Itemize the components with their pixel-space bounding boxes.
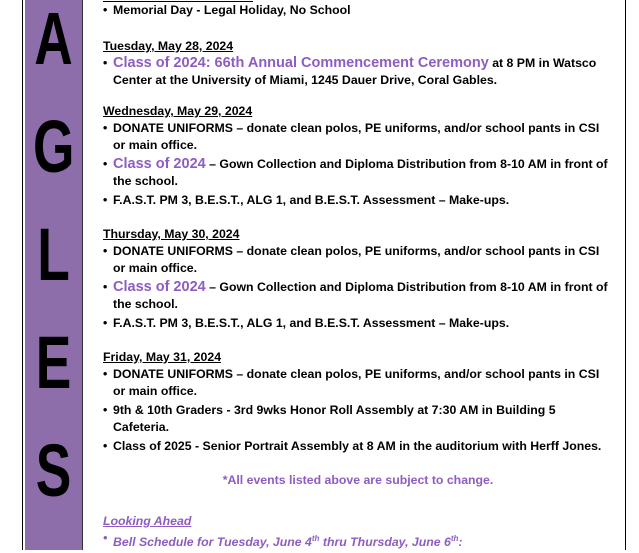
banner-letter-s: S [35,429,72,512]
bell-schedule-item: • Bell Schedule for Tuesday, June 4th thru Thursday, June 6th: [103,530,613,551]
day-heading: Wednesday, May 29, 2024 [103,104,253,118]
banner-letter-g: G [32,105,75,188]
list-item: • Class of 2025 - Senior Portrait Assembly at 8 AM in the auditorium with Herff Jones. [103,438,613,455]
day-items [103,366,613,455]
looking-ahead-list [103,530,613,551]
day-items [103,120,613,209]
list-item: • DONATE UNIFORMS – donate clean polos, PE uniforms, and/or school pants in CSI or main office. [103,366,613,400]
day-heading: Tuesday, May 28, 2024 [103,39,234,53]
banner-letter-a: A [34,0,73,80]
frame-right-border [625,0,626,550]
frame-left-border [22,0,23,550]
memorial-day-item: • Memorial Day - Legal Holiday, No School [103,2,613,19]
disclaimer-note: *All events listed above are subject to change. [222,473,494,487]
list-item: • F.A.S.T. PM 3, B.E.S.T., ALG 1, and B.E.S.T. Assessment – Make-ups. [103,192,613,209]
day-items [103,243,613,332]
day-section [103,103,613,209]
list-item: • DONATE UNIFORMS – donate clean polos, PE uniforms, and/or school pants in CSI or main office. [103,120,613,154]
eagles-side-banner [25,0,83,550]
day-heading: Friday, May 31, 2024 [103,350,222,364]
memorial-list [103,2,613,19]
looking-ahead-heading: Looking Ahead [103,514,192,528]
list-item: • Class of 2024: 66th Annual Commencement Ceremony at 8 PM in Watsco Center at the University of Miami, 1245 Dauer Drive, Coral Gables. [103,55,613,89]
day-section [103,226,613,332]
highlight-text: Class of 2024: 66th Annual Commencement Ceremony [113,55,489,71]
list-item: • 9th & 10th Graders - 3rd 9wks Honor Roll Assembly at 7:30 AM in Building 5 Cafeteria. [103,402,613,436]
list-item: • Class of 2024 – Gown Collection and Diploma Distribution from 8-10 AM in front of the school. [103,156,613,190]
banner-letter-e: E [35,321,72,404]
announcements-content [103,0,613,553]
list-item: • Class of 2024 – Gown Collection and Diploma Distribution from 8-10 AM in front of the school. [103,279,613,313]
list-item: • F.A.S.T. PM 3, B.E.S.T., ALG 1, and B.E.S.T. Assessment – Make-ups. [103,315,613,332]
day-section [103,38,613,89]
day-section [103,349,613,455]
list-item: • DONATE UNIFORMS – donate clean polos, PE uniforms, and/or school pants in CSI or main office. [103,243,613,277]
day-heading: Thursday, May 30, 2024 [103,227,240,241]
highlight-text: Class of 2024 [113,279,206,295]
banner-letter-l: L [37,213,70,296]
day-items [103,55,613,89]
highlight-text: Class of 2024 [113,156,206,172]
